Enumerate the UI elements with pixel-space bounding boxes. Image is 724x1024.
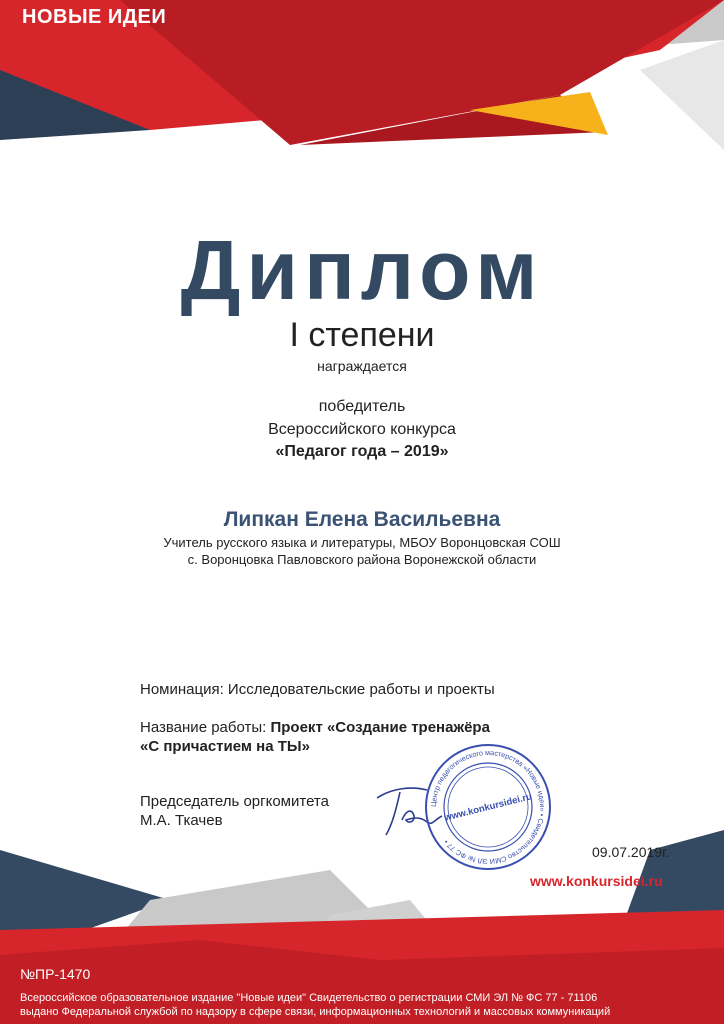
stamp — [423, 742, 553, 872]
registration-line-1: Всероссийское образовательное издание "Новые идеи" Свидетельство о регистрации СМИ ЭЛ № ФС 77 - 71106 — [20, 992, 598, 1004]
role-line-1: Учитель русского языка и литературы, МБОУ Воронцовская СОШ — [163, 535, 561, 550]
registration-info — [20, 991, 610, 1019]
awarded-text: награждается — [317, 358, 407, 374]
diploma-number: №ПР-1470 — [20, 966, 91, 982]
work-title-line-2: «С причастием на ТЫ» — [140, 738, 310, 755]
stamp-ring-text: Центр педагогического мастерства «Новые идеи» • Свидетельство СМИ ЭЛ № ФС 77 • — [428, 747, 548, 867]
recipient-role — [0, 534, 724, 568]
contest-name: «Педагог года – 2019» — [275, 443, 449, 460]
registration-line-2: выдано Федеральной службой по надзору в сфере связи, информационных технологий и массовых коммуникаций — [20, 1006, 611, 1018]
chairman-name: М.А. Ткачев — [140, 812, 223, 829]
recipient-name: Липкан Елена Васильевна — [223, 508, 501, 531]
role-line-2: с. Воронцовка Павловского района Воронежской области — [187, 552, 537, 567]
brand-logo: НОВЫЕ ИДЕИ — [22, 6, 167, 28]
diploma-title: Диплом — [180, 223, 544, 317]
contest-text: Всероссийского конкурса — [268, 421, 456, 438]
work-title-line-1: Проект «Создание тренажёра — [270, 719, 490, 736]
chairman — [140, 792, 329, 830]
work-label: Название работы: — [140, 719, 271, 736]
website-link[interactable]: www.konkursidei.ru — [530, 873, 663, 889]
nomination: Номинация: Исследовательские работы и проекты — [140, 681, 495, 698]
chairman-title: Председатель оргкомитета — [140, 793, 329, 810]
issue-date: 09.07.2019г. — [592, 844, 670, 860]
diploma-degree: I степени — [289, 316, 435, 354]
winner-text: победитель — [318, 398, 406, 415]
stamp-center-text: www.konkursidei.ru — [443, 791, 534, 824]
